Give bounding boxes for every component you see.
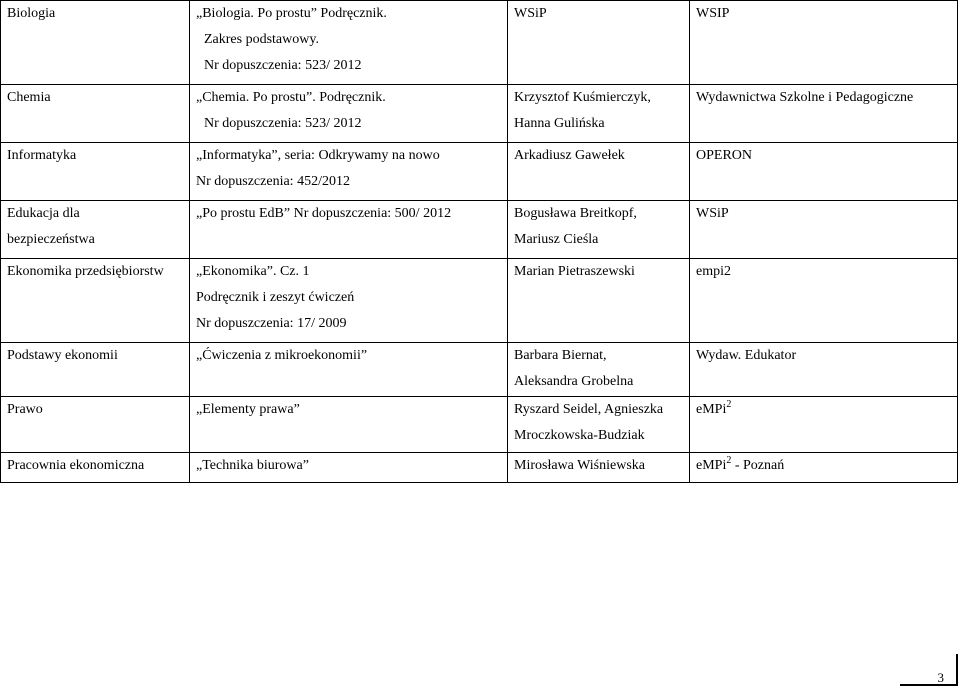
superscript-text: 2 (726, 399, 732, 410)
subject-text: Biologia (7, 6, 56, 21)
subject-cell (1, 143, 190, 201)
title-text: „Elementy prawa” (196, 402, 300, 417)
author-cell (508, 143, 690, 201)
author-text: Barbara Biernat, (514, 348, 607, 363)
title-cell (190, 343, 508, 397)
title-text: Nr dopuszczenia: 452/2012 (196, 174, 350, 189)
subject-text: bezpieczeństwa (7, 232, 95, 247)
author-text: Mroczkowska-Budziak (514, 428, 645, 443)
title-text: „Chemia. Po prostu”. Podręcznik. (196, 90, 386, 105)
publisher-cell (690, 259, 958, 343)
author-text: Marian Pietraszewski (514, 264, 635, 279)
author-text: Ryszard Seidel, Agnieszka (514, 402, 664, 417)
publisher-text: WSIP (696, 6, 730, 21)
author-cell (508, 343, 690, 397)
publisher-text: eMPi (696, 458, 727, 473)
author-text: Bogusława Breitkopf, (514, 206, 637, 221)
subject-text: Pracownia ekonomiczna (7, 458, 145, 473)
title-text: Nr dopuszczenia: 523/ 2012 (204, 116, 362, 131)
author-cell (508, 201, 690, 259)
publisher-cell (690, 201, 958, 259)
publisher-cell (690, 143, 958, 201)
subject-text: Ekonomika przedsiębiorstw (7, 264, 164, 279)
publisher-cell (690, 85, 958, 143)
publisher-text: OPERON (696, 148, 753, 163)
title-cell (190, 453, 508, 483)
title-text: „Technika biurowa” (196, 458, 309, 473)
table-row (1, 397, 958, 453)
author-text: Arkadiusz Gawełek (514, 148, 625, 163)
title-text: Nr dopuszczenia: 523/ 2012 (204, 58, 362, 73)
publisher-text: WSiP (696, 206, 729, 221)
publisher-cell (690, 343, 958, 397)
publisher-text: Wydaw. Edukator (696, 348, 797, 363)
title-cell (190, 143, 508, 201)
title-text: „Informatyka”, seria: Odkrywamy na nowo (196, 148, 440, 163)
subject-text: Prawo (7, 402, 43, 417)
subject-cell (1, 1, 190, 85)
author-text: Hanna Gulińska (514, 116, 605, 131)
subject-cell (1, 259, 190, 343)
subject-text: Informatyka (7, 148, 77, 163)
title-cell (190, 1, 508, 85)
subject-cell (1, 453, 190, 483)
title-text: Podręcznik i zeszyt ćwiczeń (196, 290, 355, 305)
author-text: Aleksandra Grobelna (514, 374, 634, 389)
page-number: 3 (937, 670, 944, 685)
publisher-text: eMPi (696, 402, 727, 417)
title-text: Zakres podstawowy. (204, 32, 319, 47)
author-cell (508, 397, 690, 453)
author-text: WSiP (514, 6, 547, 21)
publisher-text: Wydawnictwa Szkolne i Pedagogiczne (696, 90, 914, 105)
author-cell (508, 453, 690, 483)
title-text: „Biologia. Po prostu” Podręcznik. (196, 6, 387, 21)
author-text: Krzysztof Kuśmierczyk, (514, 90, 651, 105)
table-row (1, 1, 958, 85)
table-row (1, 259, 958, 343)
publisher-cell (690, 453, 958, 483)
table-row (1, 143, 958, 201)
table-row (1, 453, 958, 483)
title-text: Nr dopuszczenia: 17/ 2009 (196, 316, 347, 331)
title-cell (190, 259, 508, 343)
page-border-right (956, 654, 958, 686)
subject-cell (1, 85, 190, 143)
author-cell (508, 259, 690, 343)
subject-text: Podstawy ekonomii (7, 348, 118, 363)
publisher-cell (690, 397, 958, 453)
subject-text: Edukacja dla (7, 206, 80, 221)
author-cell (508, 1, 690, 85)
title-text: „Ekonomika”. Cz. 1 (196, 264, 310, 279)
publisher-text: empi2 (696, 264, 731, 279)
subject-cell (1, 397, 190, 453)
subject-cell (1, 343, 190, 397)
subject-cell (1, 201, 190, 259)
title-cell (190, 85, 508, 143)
table-row (1, 343, 958, 397)
subject-text: Chemia (7, 90, 51, 105)
title-text: „Ćwiczenia z mikroekonomii” (196, 348, 368, 363)
table-row (1, 85, 958, 143)
title-cell (190, 397, 508, 453)
superscript-text: 2 (726, 455, 732, 466)
title-text: „Po prostu EdB” Nr dopuszczenia: 500/ 2012 (196, 206, 452, 221)
table-row (1, 201, 958, 259)
author-text: Mariusz Cieśla (514, 232, 599, 247)
author-text: Mirosława Wiśniewska (514, 458, 645, 473)
publisher-suffix-text: - Poznań (731, 458, 785, 473)
title-cell (190, 201, 508, 259)
author-cell (508, 85, 690, 143)
publisher-cell (690, 1, 958, 85)
